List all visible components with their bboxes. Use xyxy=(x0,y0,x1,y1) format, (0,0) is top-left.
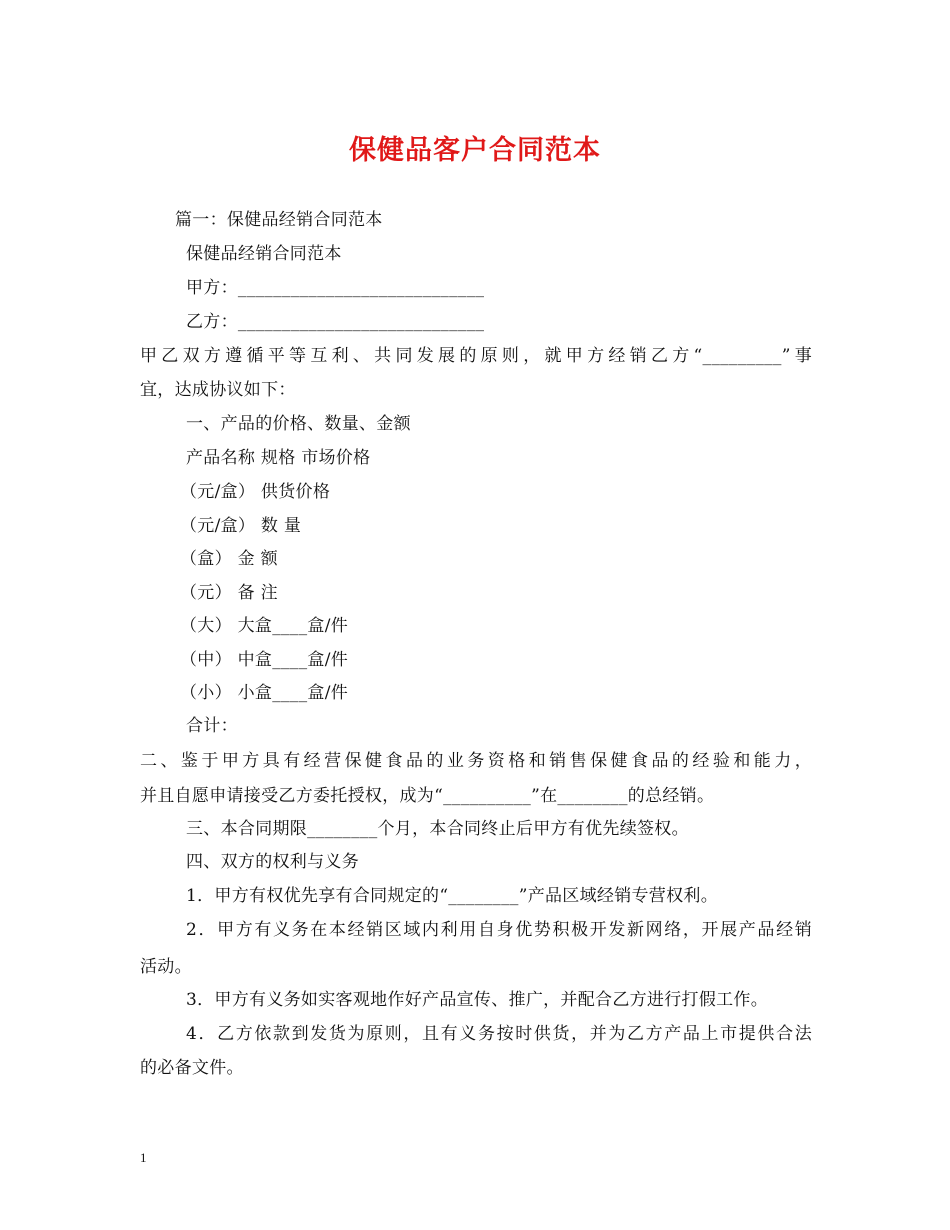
table-line: （中） 中盒____盒/件 xyxy=(180,650,349,670)
paragraph-line: 甲乙双方遵循平等互利、共同发展的原则，就甲方经销乙方“_________”事 xyxy=(140,346,812,366)
party-b-line: 乙方：____________________________ xyxy=(186,312,485,332)
table-line: （盒） 金 额 xyxy=(180,549,278,569)
page-title: 保健品客户合同范本 xyxy=(349,135,601,166)
table-line: （大） 大盒____盒/件 xyxy=(180,616,349,636)
page-number: 1 xyxy=(140,1150,147,1165)
clause-heading: 一、产品的价格、数量、金额 xyxy=(186,414,411,434)
table-line: （元/盒） 供货价格 xyxy=(180,482,331,502)
clause-line: 1．甲方有权优先享有合同规定的“________”产品区域经销专营权利。 xyxy=(186,886,718,906)
total-line: 合计： xyxy=(186,716,238,736)
section-heading: 篇一：保健品经销合同范本 xyxy=(175,210,383,230)
paragraph-line: 2．甲方有义务在本经销区域内利用自身优势积极开发新网络，开展产品经销 xyxy=(186,920,812,940)
paragraph-line: 活动。 xyxy=(140,957,192,977)
party-a-line: 甲方：____________________________ xyxy=(186,278,485,298)
paragraph-line: 二、鉴于甲方具有经营保健食品的业务资格和销售保健食品的经验和能力， xyxy=(140,751,812,771)
table-line: （小） 小盒____盒/件 xyxy=(180,683,349,703)
clause-line: 三、本合同期限________个月，本合同终止后甲方有优先续签权。 xyxy=(186,819,689,839)
table-header-line: 产品名称 规格 市场价格 xyxy=(186,448,371,468)
paragraph-line: 并且自愿申请接受乙方委托授权，成为“__________”在________的总经销。 xyxy=(140,786,715,806)
table-line: （元/盒） 数 量 xyxy=(180,516,302,536)
contract-name: 保健品经销合同范本 xyxy=(186,244,342,264)
paragraph-line: 的必备文件。 xyxy=(140,1058,244,1078)
table-line: （元） 备 注 xyxy=(180,583,278,603)
paragraph-line: 宜，达成协议如下： xyxy=(140,380,296,400)
paragraph-line: 4．乙方依款到发货为原则，且有义务按时供货，并为乙方产品上市提供合法 xyxy=(186,1024,812,1044)
clause-heading: 四、双方的权利与义务 xyxy=(186,852,359,872)
clause-line: 3．甲方有义务如实客观地作好产品宣传、推广，并配合乙方进行打假工作。 xyxy=(186,990,769,1010)
